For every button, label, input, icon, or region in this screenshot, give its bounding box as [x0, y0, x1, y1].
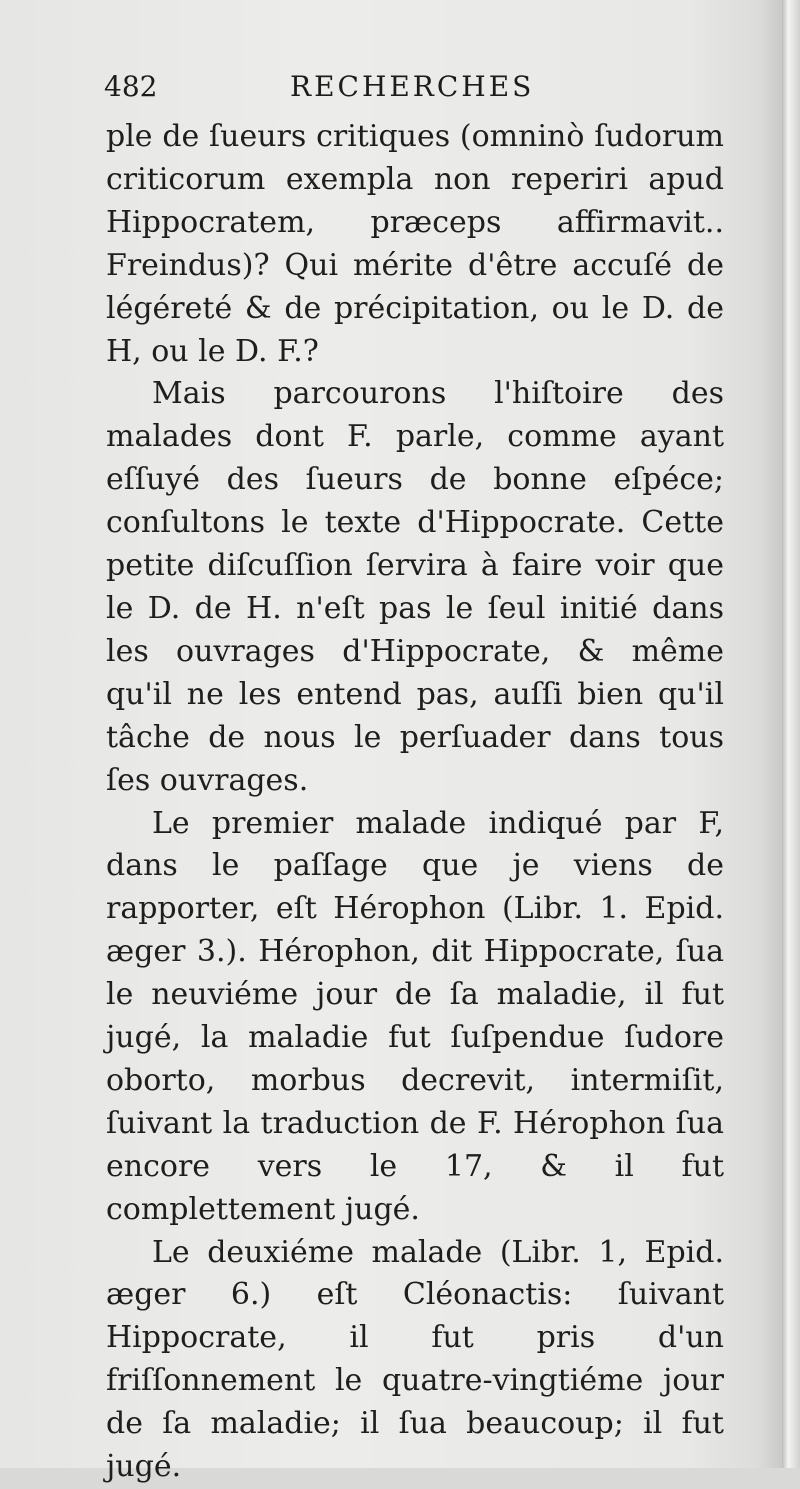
paragraph-continued: ple de ſueurs critiques (omninò ſudorum criticorum exempla non reperiri apud Hippocratem, præceps affirmavit.. Freindus)? Qui mérite d'être accuſé de légéreté & de précipitation, ou le D. de H, ou le D. F.?	[106, 119, 724, 369]
paragraph-discussion: Mais parcourons l'hiſtoire des malades dont F. parle, comme ayant eſſuyé des ſueurs de bonne eſpéce; conſultons le texte d'Hippocrate. Cette petite diſcuſſion ſervira à faire voir que le D. de H. n'eſt pas le ſeul initié dans les ouvrages d'Hippocrate, & même qu'il ne les entend pas, auſſi bien qu'il tâche de nous le perſuader dans tous ſes ouvrages.	[106, 376, 724, 798]
running-head	[104, 70, 724, 110]
paragraph-first-patient: Le premier malade indiqué par F, dans le paſſage que je viens de rapporter, eſt Hérophon (Libr. 1. Epid. æger 3.). Hérophon, dit Hippocrate, ſua le neuviéme jour de ſa maladie, il fut jugé, la maladie fut ſuſpendue ſudore oborto, morbus decrevit, intermiſit, ſuivant la traduction de F. Hérophon ſua encore vers le 17, & il fut complettement jugé.	[106, 805, 724, 1227]
body-text	[106, 116, 724, 1489]
page-number: 482	[104, 70, 158, 103]
paragraph-second-patient: Le deuxiéme malade (Libr. 1, Epid. æger 6.) eſt Cléonactis: ſuivant Hippocrate, il fut pris d'un friſſonnement le quatre-vingtiéme jour de ſa maladie; il ſua beaucoup; il fut jugé.	[106, 1234, 724, 1485]
page-gutter	[782, 0, 800, 1468]
running-title: RECHERCHES	[290, 70, 535, 103]
